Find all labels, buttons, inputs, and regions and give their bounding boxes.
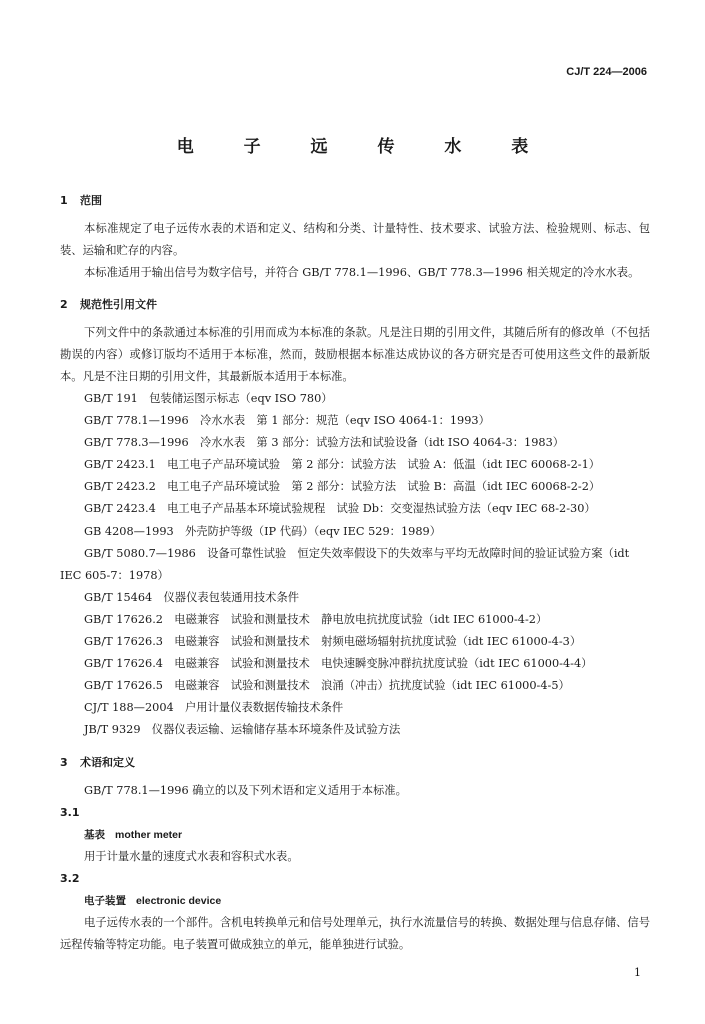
reference-item: GB/T 191 包装储运图示标志（eqv ISO 780） (84, 392, 333, 405)
document-body (60, 190, 650, 956)
reference-item: GB/T 2423.4 电工电子产品基本环境试验规程 试验 Db：交变湿热试验方法（eqv IEC 68-2-30） (84, 502, 596, 516)
reference-item: GB/T 2423.1 电工电子产品环境试验 第 2 部分：试验方法 试验 A：低温（idt IEC 60068-2-1） (84, 458, 601, 472)
section-2-heading (60, 294, 650, 316)
reference-item: CJ/T 188—2004 户用计量仪表数据传输技术条件 (84, 701, 344, 715)
section-number: 3 (60, 755, 68, 769)
section-number: 1 (60, 194, 68, 207)
reference-item: JB/T 9329 仪器仪表运输、运输储存基本环境条件及试验方法 (84, 723, 401, 737)
reference-item: GB/T 778.1—1996 冷水水表 第 1 部分：规范（eqv ISO 4064-1：1993） (84, 414, 490, 428)
reference-item: GB/T 15464 仪器仪表包装通用技术条件 (84, 590, 300, 604)
reference-item: GB/T 5080.7—1986 设备可靠性试验 恒定失效率假设下的失效率与平均无故障时间的验证试验方案（idt IEC 605-7：1978） (60, 546, 630, 582)
section-3-heading (60, 752, 650, 774)
section-title: 规范性引用文件 (80, 298, 157, 311)
reference-item: GB/T 17626.2 电磁兼容 试验和测量技术 静电放电抗扰度试验（idt IEC 61000-4-2） (84, 612, 548, 626)
reference-item: GB/T 17626.5 电磁兼容 试验和测量技术 浪涌（冲击）抗扰度试验（idt IEC 61000-4-5） (84, 679, 570, 693)
reference-item: GB 4208—1993 外壳防护等级（IP 代码）（eqv IEC 529：1989） (84, 524, 442, 538)
section-number: 2 (60, 298, 68, 311)
section-title: 范围 (80, 194, 102, 207)
standard-code: CJ/T 224—2006 (566, 66, 647, 78)
term-zh: 电子装置 (84, 894, 126, 907)
reference-item: GB/T 17626.4 电磁兼容 试验和测量技术 电快速瞬变脉冲群抗扰度试验（idt IEC 61000-4-4） (84, 657, 593, 671)
document-title: 电 子 远 传 水 表 (176, 137, 551, 157)
term-heading (60, 824, 650, 846)
paragraph: 本标准规定了电子远传水表的术语和定义、结构和分类、计量特性、技术要求、试验方法、检验规则、标志、包装、运输和贮存的内容。 (60, 222, 650, 257)
reference-item: GB/T 17626.3 电磁兼容 试验和测量技术 射频电磁场辐射抗扰度试验（idt IEC 61000-4-3） (84, 635, 582, 649)
term-number: 3.1 (60, 805, 80, 819)
term-en: mother meter (115, 828, 183, 841)
term-en: electronic device (136, 894, 222, 907)
term-zh: 基表 (84, 828, 105, 841)
reference-item: GB/T 778.3—1996 冷水水表 第 3 部分：试验方法和试验设备（idt ISO 4064-3：1983） (84, 436, 565, 450)
reference-item: GB/T 2423.2 电工电子产品环境试验 第 2 部分：试验方法 试验 B：高温（idt IEC 60068-2-2） (84, 480, 601, 494)
section-1-heading (60, 190, 650, 212)
paragraph: 本标准适用于输出信号为数字信号，并符合 GB/T 778.1—1996、GB/T 778.3—1996 相关规定的冷水水表。 (84, 266, 640, 279)
paragraph: GB/T 778.1—1996 确立的以及下列术语和定义适用于本标准。 (84, 783, 407, 797)
term-definition: 用于计量水量的速度式水表和容积式水表。 (84, 849, 299, 863)
term-number: 3.2 (60, 871, 80, 885)
term-heading (60, 890, 650, 912)
page-number: 1 (634, 966, 641, 979)
paragraph: 下列文件中的条款通过本标准的引用而成为本标准的条款。凡是注日期的引用文件，其随后所有的修改单（不包括勘误的内容）或修订版均不适用于本标准，然而，鼓励根据本标准达成协议的各方研究是否可使用这些文件的最新版本。凡是不注日期的引用文件，其最新版本适用于本标准。 (60, 326, 650, 383)
term-definition: 电子远传水表的一个部件。含机电转换单元和信号处理单元，执行水流量信号的转换、数据处理与信息存储、信号远程传输等特定功能。电子装置可做成独立的单元，能单独进行试验。 (60, 915, 650, 951)
section-title: 术语和定义 (80, 755, 135, 769)
